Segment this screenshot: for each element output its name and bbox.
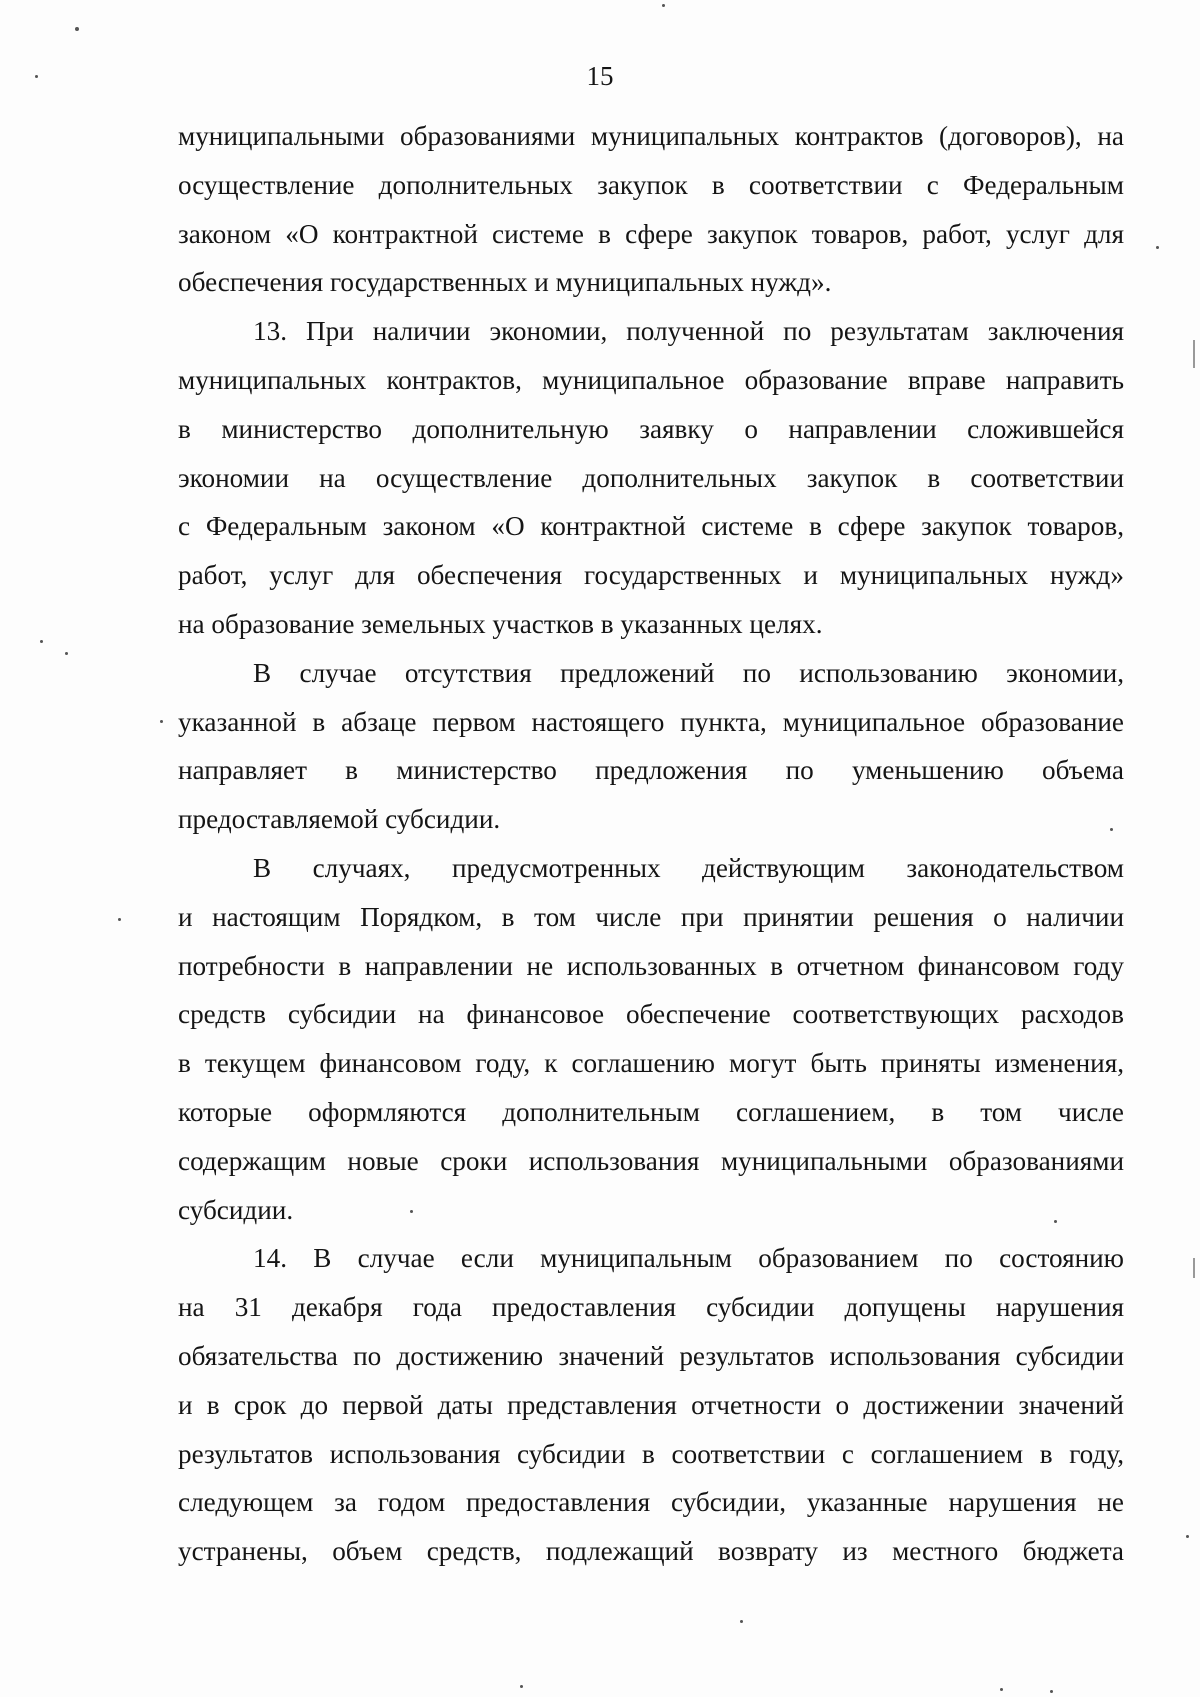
text-line: 13. При наличии экономии, полученной по результатам заключения [253, 316, 1124, 347]
text-line: с Федеральным законом «О контрактной системе в сфере закупок товаров, [178, 511, 1124, 542]
paragraph-p-14 [178, 1234, 1124, 1576]
text-line: предоставляемой субсидии. [178, 804, 501, 835]
text-line: содержащим новые сроки использования муниципальными образованиями [178, 1145, 1124, 1176]
text-line: муниципальными образованиями муниципальных контрактов (договоров), на [178, 121, 1124, 151]
text-line: которые оформляются дополнительным соглашением, в том числе [178, 1096, 1124, 1127]
text-line: на 31 декабря года предоставления субсидии допущены нарушения [178, 1292, 1124, 1323]
scan-speck [1186, 1535, 1189, 1538]
paragraph-p-13 [178, 307, 1124, 649]
scan-speck [520, 1685, 523, 1688]
scan-speck [75, 27, 79, 31]
text-line: обеспечения государственных и муниципальных нужд». [178, 267, 832, 298]
paragraph-p-13-3 [178, 844, 1124, 1234]
text-line: В случае отсутствия предложений по использованию экономии, [253, 657, 1124, 688]
text-line: потребности в направлении не использованных в отчетном финансовом году [178, 950, 1124, 981]
text-line: В случаях, предусмотренных действующим законодательством [253, 852, 1124, 883]
text-line: 14. В случае если муниципальным образованием по состоянию [253, 1243, 1124, 1274]
scan-edge-mark [1193, 1258, 1195, 1278]
scan-speck [1110, 828, 1113, 831]
text-line: экономии на осуществление дополнительных закупок в соответствии [178, 462, 1124, 493]
text-line: муниципальных контрактов, муниципальное образование вправе направить [178, 364, 1124, 395]
text-line: работ, услуг для обеспечения государственных и муниципальных нужд» [178, 560, 1124, 591]
scan-speck [1054, 1220, 1057, 1223]
scan-speck [65, 652, 68, 655]
text-line: результатов использования субсидии в соответствии с соглашением в году, [178, 1438, 1124, 1469]
scan-edge-mark [1193, 340, 1195, 368]
text-line: на образование земельных участков в указанных целях. [178, 608, 823, 639]
text-line: направляет в министерство предложения по уменьшению объема [178, 755, 1124, 786]
page-number: 15 [586, 61, 614, 91]
document-body [178, 112, 1124, 1576]
text-line: средств субсидии на финансовое обеспечение соответствующих расходов [178, 999, 1124, 1030]
scan-speck [35, 75, 38, 78]
text-line: указанной в абзаце первом настоящего пункта, муниципальное образование [178, 706, 1124, 737]
text-line: субсидии. [178, 1194, 294, 1225]
text-line: в текущем финансовом году, к соглашению могут быть приняты изменения, [178, 1048, 1124, 1079]
scan-speck [1000, 1688, 1003, 1691]
text-line: устранены, объем средств, подлежащий возврату из местного бюджета [178, 1536, 1124, 1567]
text-line: в министерство дополнительную заявку о направлении сложившейся [178, 413, 1124, 444]
scan-speck [740, 1620, 743, 1623]
text-line: осуществление дополнительных закупок в соответствии с Федеральным [178, 169, 1124, 200]
text-line: обязательства по достижению значений результатов использования субсидии [178, 1340, 1124, 1371]
scan-speck [118, 918, 121, 921]
text-line: следующем за годом предоставления субсидии, указанные нарушения не [178, 1487, 1124, 1518]
scan-speck [160, 720, 163, 723]
scan-speck [40, 640, 43, 643]
paragraph-p-13-2 [178, 649, 1124, 844]
text-line: и в срок до первой даты представления отчетности о достижении значений [178, 1389, 1124, 1420]
paragraph-p-continuation [178, 112, 1124, 307]
scan-speck [410, 1210, 413, 1213]
scan-speck [1050, 1690, 1053, 1693]
scan-speck [662, 4, 665, 7]
text-line: законом «О контрактной системе в сфере закупок товаров, работ, услуг для [178, 218, 1124, 249]
scan-speck [1156, 246, 1159, 249]
text-line: и настоящим Порядком, в том числе при принятии решения о наличии [178, 901, 1124, 932]
